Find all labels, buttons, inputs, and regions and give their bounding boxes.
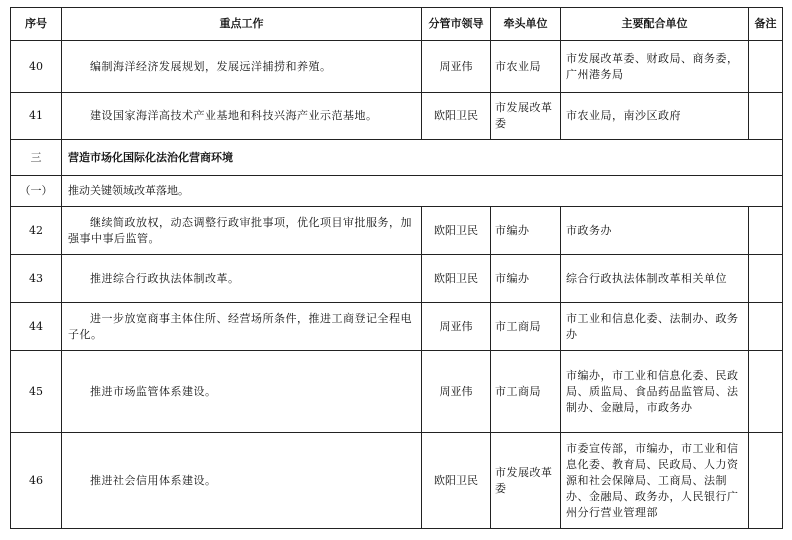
cell-leader: 周亚伟 (422, 351, 491, 433)
header-seq: 序号 (11, 8, 62, 41)
cell-seq: 40 (11, 41, 62, 93)
cell-leader: 周亚伟 (422, 303, 491, 351)
header-lead-unit: 牵头单位 (491, 8, 561, 41)
cell-remark (749, 351, 783, 433)
header-leader: 分管市领导 (422, 8, 491, 41)
header-remarks: 备注 (749, 8, 783, 41)
table-row (11, 351, 783, 433)
cell-remark (749, 255, 783, 303)
cell-lead-unit: 市工商局 (491, 303, 561, 351)
cell-remark (749, 93, 783, 140)
cell-coop-units: 市发展改革委、财政局、商务委，广州港务局 (561, 41, 749, 93)
cell-seq: 43 (11, 255, 62, 303)
cell-remark (749, 41, 783, 93)
section-title: 营造市场化国际化法治化营商环境 (62, 140, 783, 176)
cell-remark (749, 207, 783, 255)
table-row (11, 255, 783, 303)
cell-task: 编制海洋经济发展规划，发展远洋捕捞和养殖。 (62, 41, 422, 93)
cell-lead-unit: 市工商局 (491, 351, 561, 433)
cell-leader: 周亚伟 (422, 41, 491, 93)
cell-task: 推进综合行政执法体制改革。 (62, 255, 422, 303)
table-row (11, 303, 783, 351)
cell-leader: 欧阳卫民 (422, 255, 491, 303)
section-row (11, 140, 783, 176)
cell-task: 继续简政放权，动态调整行政审批事项，优化项目审批服务，加强事中事后监管。 (62, 207, 422, 255)
cell-coop-units: 市政务办 (561, 207, 749, 255)
cell-seq: 46 (11, 433, 62, 529)
cell-seq: 41 (11, 93, 62, 140)
cell-seq: 44 (11, 303, 62, 351)
cell-lead-unit: 市发展改革委 (491, 93, 561, 140)
cell-leader: 欧阳卫民 (422, 207, 491, 255)
header-coop-units: 主要配合单位 (561, 8, 749, 41)
table-row (11, 433, 783, 529)
subsection-title: 推动关键领域改革落地。 (62, 176, 783, 207)
table-row (11, 41, 783, 93)
cell-lead-unit: 市编办 (491, 207, 561, 255)
cell-task: 推进社会信用体系建设。 (62, 433, 422, 529)
work-table (10, 7, 783, 529)
subsection-seq: （一） (11, 176, 62, 207)
cell-remark (749, 303, 783, 351)
cell-task: 进一步放宽商事主体住所、经营场所条件，推进工商登记全程电子化。 (62, 303, 422, 351)
cell-coop-units: 市农业局，南沙区政府 (561, 93, 749, 140)
cell-leader: 欧阳卫民 (422, 433, 491, 529)
cell-remark (749, 433, 783, 529)
cell-lead-unit: 市发展改革委 (491, 433, 561, 529)
table-header-row (11, 8, 783, 41)
table-row (11, 207, 783, 255)
cell-coop-units: 市委宣传部，市编办，市工业和信息化委、教育局、民政局、人力资源和社会保障局、工商局、法制办、金融局、政务办，人民银行广州分行营业管理部 (561, 433, 749, 529)
table-row (11, 93, 783, 140)
cell-seq: 42 (11, 207, 62, 255)
header-task: 重点工作 (62, 8, 422, 41)
cell-coop-units: 市编办，市工业和信息化委、民政局、质监局、食品药品监管局、法制办、金融局，市政务办 (561, 351, 749, 433)
cell-leader: 欧阳卫民 (422, 93, 491, 140)
cell-coop-units: 综合行政执法体制改革相关单位 (561, 255, 749, 303)
cell-task: 建设国家海洋高技术产业基地和科技兴海产业示范基地。 (62, 93, 422, 140)
cell-lead-unit: 市编办 (491, 255, 561, 303)
cell-seq: 45 (11, 351, 62, 433)
cell-lead-unit: 市农业局 (491, 41, 561, 93)
subsection-row (11, 176, 783, 207)
cell-coop-units: 市工业和信息化委、法制办、政务办 (561, 303, 749, 351)
cell-task: 推进市场监管体系建设。 (62, 351, 422, 433)
section-seq: 三 (11, 140, 62, 176)
